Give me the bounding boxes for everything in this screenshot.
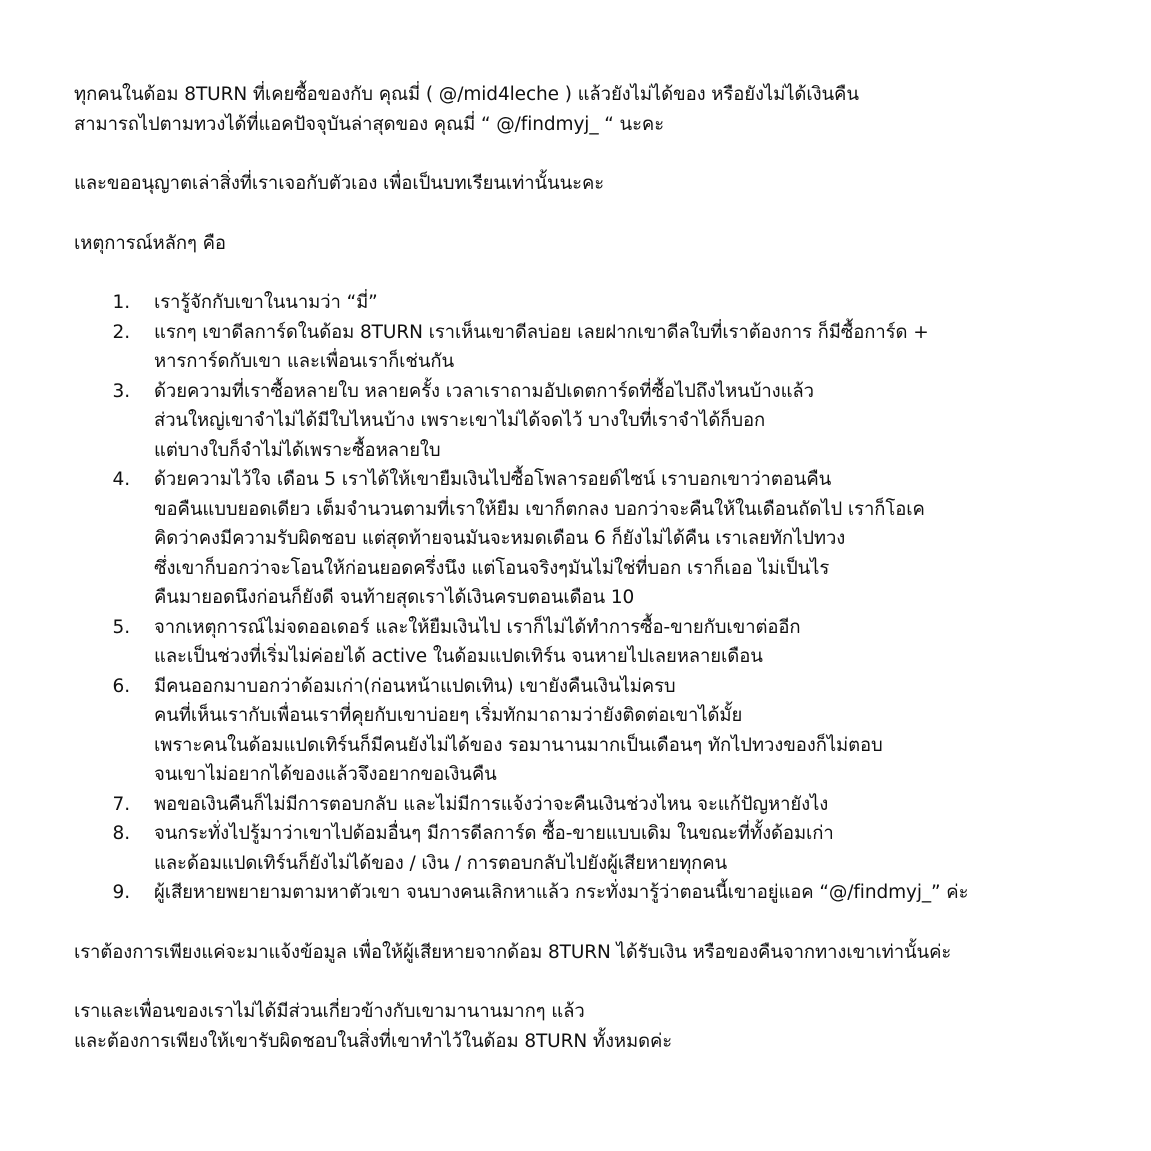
event-item (74, 672, 1114, 790)
event-text (154, 318, 929, 377)
event-number: 6. (112, 675, 130, 697)
event-line: มีคนออกมาบอกว่าด้อมเก่า(ก่อนหน้าแปดเทิน) เขายังคืนเงินไม่ครบ (154, 675, 676, 697)
event-number: 1. (112, 292, 130, 313)
closing-line: และต้องการเพียงให้เขารับผิดชอบในสิ่งที่เขาทำไว้ในด้อม 8TURN ทั้งหมดค่ะ (74, 1030, 673, 1052)
event-text (154, 819, 834, 878)
event-item (74, 377, 1114, 466)
event-number: 2. (112, 321, 130, 343)
event-text (154, 672, 883, 790)
intro-paragraph (74, 80, 1114, 139)
purpose-line: เราต้องการเพียงแค่จะมาแจ้งข้อมูล เพื่อให้ผู้เสียหายจากด้อม 8TURN ได้รับเงิน หรือของคืนจากทางเขาเท่านั้นค่ะ (74, 941, 952, 963)
event-line: เพราะคนในด้อมแปดเทิร์นก็มีคนยังไม่ได้ของ รอมานานมากเป็นเดือนๆ ทักไปทวงของก็ไม่ตอบ (154, 734, 883, 756)
event-line: ด้วยความที่เราซื้อหลายใบ หลายครั้ง เวลาเราถามอัปเดตการ์ดที่ซื้อไปถึงไหนบ้างแล้ว (154, 380, 814, 402)
events-heading-line: เหตุการณ์หลักๆ คือ (74, 232, 226, 254)
event-line: แต่บางใบก็จำไม่ได้เพราะซื้อหลายใบ (154, 439, 441, 461)
event-number: 8. (112, 823, 130, 844)
purpose-paragraph (74, 938, 1114, 968)
intro-line: สามารถไปตามทวงได้ที่แอคปัจจุบันล่าสุดของ คุณมี่ “ @/findmyj_ “ นะคะ (74, 113, 665, 135)
events-heading (74, 229, 1114, 259)
event-item (74, 318, 1114, 377)
event-number: 4. (112, 469, 130, 490)
event-text (154, 790, 828, 820)
event-text (154, 878, 968, 908)
event-line: จนกระทั่งไปรู้มาว่าเขาไปด้อมอื่นๆ มีการดีลการ์ด ซื้อ-ขายแบบเดิม ในขณะที่ทั้งด้อมเก่า (154, 823, 834, 844)
event-line: เรารู้จักกับเขาในนามว่า “มี่” (154, 292, 378, 313)
event-number: 7. (112, 793, 130, 815)
event-line: คืนมายอดนึงก่อนก็ยังดี จนท้ายสุดเราได้เงินครบตอนเดือน 10 (154, 587, 635, 608)
event-item (74, 613, 1114, 672)
event-item (74, 790, 1114, 820)
event-text (154, 288, 378, 318)
event-number: 3. (112, 380, 130, 402)
event-line: จนเขาไม่อยากได้ของแล้วจึงอยากขอเงินคืน (154, 764, 497, 785)
event-line: หารการ์ดกับเขา และเพื่อนเราก็เช่นกัน (154, 351, 455, 372)
event-line: ผู้เสียหายพยายามตามหาตัวเขา จนบางคนเลิกหาแล้ว กระทั่งมารู้ว่าตอนนี้เขาอยู่แอค “@/findmyj_” ค่ะ (154, 882, 969, 903)
events-list (74, 288, 1114, 908)
permission-line: และขออนุญาตเล่าสิ่งที่เราเจอกับตัวเอง เพื่อเป็นบทเรียนเท่านั้นนะคะ (74, 173, 605, 194)
closing-line: เราและเพื่อนของเราไม่ได้มีส่วนเกี่ยวข้างกับเขามานานมากๆ แล้ว (74, 1001, 585, 1022)
event-text (154, 613, 801, 672)
event-line: ส่วนใหญ่เขาจำไม่ได้มีใบไหนบ้าง เพราะเขาไม่ได้จดไว้ บางใบที่เราจำได้ก็บอก (154, 410, 766, 431)
paragraph-gap (74, 199, 1114, 229)
paragraph-gap (74, 258, 1114, 288)
event-line: ด้วยความไว้ใจ เดือน 5 เราได้ให้เขายืมเงินไปซื้อโพลารอยด์ไซน์ เราบอกเขาว่าตอนคืน (154, 469, 832, 490)
paragraph-gap (74, 967, 1114, 997)
document-body (74, 80, 1114, 1056)
event-line: คิดว่าคงมีความรับผิดชอบ แต่สุดท้ายจนมันจะหมดเดือน 6 ก็ยังไม่ได้คืน เราเลยทักไปทวง (154, 528, 846, 549)
paragraph-gap (74, 139, 1114, 169)
event-number: 9. (112, 882, 130, 903)
event-line: แรกๆ เขาดีลการ์ดในด้อม 8TURN เราเห็นเขาดีลบ่อย เลยฝากเขาดีลใบที่เราต้องการ ก็มีซื้อการ์ด + (154, 321, 929, 343)
event-line: จากเหตุการณ์ไม่จดออเดอร์ และให้ยืมเงินไป เราก็ไม่ได้ทำการซื้อ-ขายกับเขาต่ออีก (154, 616, 801, 638)
event-line: และด้อมแปดเทิร์นก็ยังไม่ได้ของ / เงิน / การตอบกลับไปยังผู้เสียหายทุกคน (154, 852, 728, 874)
paragraph-gap (74, 908, 1114, 938)
event-number: 5. (112, 616, 130, 638)
event-item (74, 819, 1114, 878)
event-text (154, 377, 814, 466)
permission-paragraph (74, 169, 1114, 199)
event-line: ซึ่งเขาก็บอกว่าจะโอนให้ก่อนยอดครึ่งนึง แต่โอนจริงๆมันไม่ใช่ที่บอก เราก็เออ ไม่เป็นไร (154, 557, 830, 579)
event-item (74, 288, 1114, 318)
event-item (74, 465, 1114, 613)
closing-paragraph (74, 997, 1114, 1056)
event-line: และเป็นช่วงที่เริ่มไม่ค่อยได้ active ในด้อมแปดเทิร์น จนหายไปเลยหลายเดือน (154, 646, 763, 667)
event-item (74, 878, 1114, 908)
event-text (154, 465, 925, 613)
event-line: คนที่เห็นเรากับเพื่อนเราที่คุยกับเขาบ่อยๆ เริ่มทักมาถามว่ายังติดต่อเขาได้มั้ย (154, 705, 743, 726)
intro-line: ทุกคนในด้อม 8TURN ที่เคยซื้อของกับ คุณมี่ ( @/mid4leche ) แล้วยังไม่ได้ของ หรือยังไม่ได้เงินคืน (74, 84, 859, 105)
event-line: พอขอเงินคืนก็ไม่มีการตอบกลับ และไม่มีการแจ้งว่าจะคืนเงินช่วงไหน จะแก้ปัญหายังไง (154, 793, 829, 815)
event-line: ขอคืนแบบยอดเดียว เต็มจำนวนตามที่เราให้ยืม เขาก็ตกลง บอกว่าจะคืนให้ในเดือนถัดไป เราก็โอเค (154, 498, 925, 520)
